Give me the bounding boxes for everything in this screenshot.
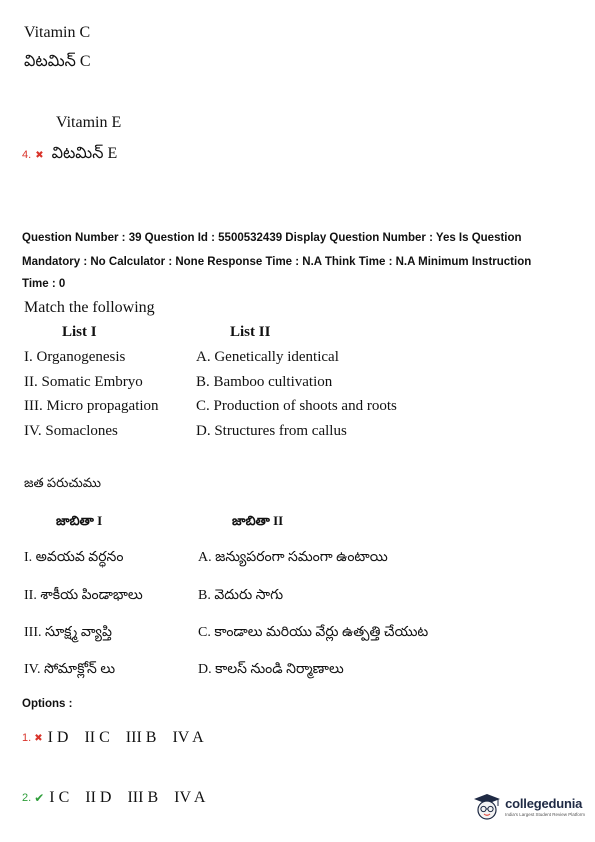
question-meta-line-2: Mandatory : No Calculator : None Response Time : N.A Think Time : N.A Minimum Instruction <box>22 256 532 268</box>
option-4-telugu: విటమిన్ E <box>51 145 118 162</box>
option-2-text: I C II D III B IV A <box>49 789 206 806</box>
list-2-item-english: B. Bamboo cultivation <box>196 374 333 390</box>
option-4-english: Vitamin E <box>56 114 122 131</box>
option-2-row[interactable] <box>22 789 205 807</box>
option-1-row[interactable] <box>22 729 204 747</box>
question-meta-line-1: Question Number : 39 Question Id : 5500532439 Display Question Number : Yes Is Question <box>22 232 522 244</box>
options-label: Options : <box>22 698 73 710</box>
cross-icon: ✖ <box>35 149 44 161</box>
option-3-english: Vitamin C <box>24 24 91 41</box>
check-icon: ✔ <box>34 791 45 805</box>
list-1-item-english: II. Somatic Embryo <box>24 374 143 390</box>
mascot-icon <box>472 791 502 821</box>
list-1-item-telugu: I. అవయవ వర్ధనం <box>24 550 124 565</box>
question-meta-line-3: Time : 0 <box>22 278 66 290</box>
list-1-item-english: IV. Somaclones <box>24 423 118 439</box>
list-2-header-english: List II <box>230 324 271 340</box>
list-1-header-telugu: జాబితా I <box>56 513 103 528</box>
option-3-telugu: విటమిన్ C <box>24 53 91 70</box>
list-2-item-telugu: B. వెదురు సాగు <box>198 588 284 603</box>
list-1-item-telugu: II. శాకీయ పిండాభాలు <box>24 588 143 603</box>
option-2-number: 2. <box>22 792 32 804</box>
option-4-number: 4. <box>22 149 32 161</box>
list-2-item-english: D. Structures from callus <box>196 423 347 439</box>
logo-tagline: India's Largest Student Review Platform <box>505 811 585 817</box>
option-1-text: I D II C III B IV A <box>47 729 204 746</box>
list-1-item-telugu: III. సూక్ష్మ వ్యాప్తి <box>24 625 112 640</box>
list-2-header-telugu: జాబితా II <box>232 513 284 528</box>
logo-name: collegedunia <box>505 795 583 811</box>
list-1-item-english: I. Organogenesis <box>24 349 126 365</box>
list-2-item-english: A. Genetically identical <box>196 349 339 365</box>
list-2-item-english: C. Production of shoots and roots <box>196 398 397 414</box>
list-1-item-telugu: IV. సోమాక్లోన్ లు <box>24 662 116 677</box>
list-1-item-english: III. Micro propagation <box>24 398 159 414</box>
question-intro-english: Match the following <box>24 299 155 316</box>
cross-icon: ✖ <box>34 732 43 744</box>
collegedunia-logo <box>472 791 585 821</box>
option-4-row <box>22 144 117 166</box>
option-1-number: 1. <box>22 732 32 744</box>
list-2-item-telugu: D. కాలస్ నుండి నిర్మాణాలు <box>198 662 344 677</box>
question-intro-telugu: జత పరుచుము <box>24 475 101 490</box>
list-2-item-telugu: A. జన్యుపరంగా సమంగా ఉంటాయి <box>198 550 388 565</box>
list-1-header-english: List I <box>62 324 97 340</box>
list-2-item-telugu: C. కాండాలు మరియు వేర్లు ఉత్పత్తి చేయుట <box>198 625 429 640</box>
